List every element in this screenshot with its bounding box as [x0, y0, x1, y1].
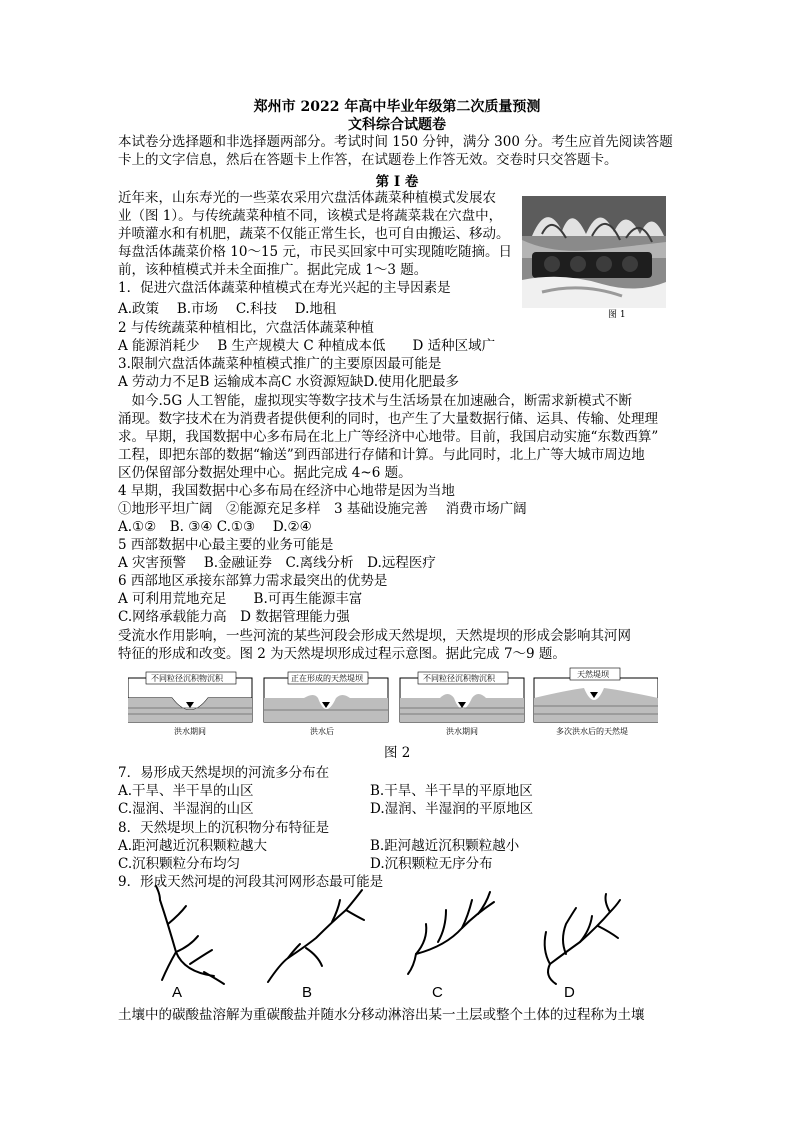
question-options: A 能源消耗少 B 生产规模大 C 种植成本低 D 适种区域广	[118, 338, 496, 354]
passage2-line: 区仍保留部分数据处理中心。据此完成 4~6 题。	[118, 465, 412, 481]
question-options: A.①② B. ③④ C.①③ D.②④	[118, 519, 312, 535]
exam-subtitle: 文科综合试题卷	[348, 117, 446, 133]
question-option: D.沉积颗粒无序分布	[370, 856, 493, 872]
river-network-a	[156, 886, 224, 984]
question-line: 2 与传统蔬菜种植相比，穴盘活体蔬菜种植	[118, 320, 374, 336]
question-option: C.沉积颗粒分布均匀	[118, 856, 241, 872]
river-network-c	[408, 892, 494, 974]
option-label-d: D	[564, 984, 575, 1001]
passage1-line: 业（图 1）。与传统蔬菜种植不同，该模式是将蔬菜栽在穴盘中，	[118, 208, 503, 224]
option-label-a: A	[172, 984, 183, 1001]
section-title: 第 I 卷	[375, 174, 419, 190]
question-line: 6 西部地区承接东部算力需求最突出的优势是	[118, 573, 388, 589]
fig2-caption: 图 2	[384, 745, 411, 761]
stage-bottom-label: 洪水期间	[446, 727, 478, 736]
question-line: 4 早期，我国数据中心多布局在经济中心地带是因为当地	[118, 483, 455, 499]
stage-top-label: 天然堤坝	[577, 670, 609, 679]
passage1-line: 并喷灌水和有机肥，蔬菜不仅能正常生长，也可自由搬运、移动。	[118, 226, 510, 242]
question-options: C.网络承载能力高 D 数据管理能力强	[118, 609, 350, 625]
question-option: B.干旱、半干旱的平原地区	[370, 783, 533, 799]
option-label-b: B	[302, 984, 313, 1001]
question-option: D.湿润、半湿润的平原地区	[370, 801, 534, 817]
question-line: 7．易形成天然堤坝的河流多分布在	[118, 765, 330, 781]
river-network-d	[545, 894, 620, 984]
vegetable-tray-photo	[522, 196, 666, 308]
question-line: 5 西部数据中心最主要的业务可能是	[118, 537, 334, 553]
river-network-b	[268, 890, 364, 982]
question-line: 1．促进穴盘活体蔬菜种植模式在寿光兴起的主导因素是	[118, 280, 451, 296]
passage4-line: 土壤中的碳酸盐溶解为重碳酸盐并随水分移动淋溶出某一土层或整个土体的过程称为土壤	[118, 1007, 645, 1023]
question-options: A 灾害预警 B.金融证券 C.离线分析 D.远程医疗	[118, 555, 436, 571]
passage3-line: 特征的形成和改变。图 2 为天然堤坝形成过程示意图。据此完成 7～9 题。	[118, 646, 566, 662]
levee-formation-diagram	[128, 664, 658, 744]
question-option: A.干旱、半干旱的山区	[118, 783, 254, 799]
question-line: 8．天然堤坝上的沉积物分布特征是	[118, 820, 330, 836]
fig1-caption: 图 1	[608, 310, 626, 320]
question-options: A 可利用荒地充足 B.可再生能源丰富	[118, 591, 363, 607]
stage-top-label: 正在形成的天然堤坝	[291, 674, 363, 683]
intro-line-1: 本试卷分选择题和非选择题两部分。考试时间 150 分钟，满分 300 分。考生应首先阅读答题	[118, 134, 673, 150]
stage-bottom-label: 洪水后	[310, 727, 334, 736]
question-line: 9．形成天然河堤的河段其河网形态最可能是	[118, 874, 384, 890]
stage-top-label: 不同粒径沉积物沉积	[151, 674, 223, 683]
passage1-line: 近年来，山东寿光的一些菜农采用穴盘活体蔬菜种植模式发展农	[118, 190, 496, 206]
passage3-line: 受流水作用影响，一些河流的某些河段会形成天然堤坝，天然堤坝的形成会影响其河网	[118, 628, 631, 644]
question-option: B.距河越近沉积颗粒越小	[370, 838, 520, 854]
question-line: 3.限制穴盘活体蔬菜种植模式推广的主要原因最可能是	[118, 356, 442, 372]
stage-bottom-label: 洪水期间	[174, 727, 206, 736]
passage2-line: 工程，即把东部的数据“输送”到西部进行存储和计算。与此同时，北上广等大城市周边地	[118, 447, 645, 463]
stage-bottom-label: 多次洪水后的天然堤	[556, 727, 628, 736]
river-network-options	[146, 880, 626, 1004]
stage-top-label: 不同粒径沉积物沉积	[423, 674, 495, 683]
passage2-line: 涌现。数字技术在为消费者提供便利的同时，也产生了大量数据行储、运具、传输、处理理	[118, 411, 658, 427]
option-label-c: C	[432, 984, 443, 1001]
question-option: A.距河越近沉积颗粒越大	[118, 838, 268, 854]
exam-title: 郑州市 2022 年高中毕业年级第二次质量预测	[253, 99, 541, 115]
question-options: A 劳动力不足B 运输成本高C 水资源短缺D.使用化肥最多	[118, 374, 460, 390]
question-option: C.湿润、半湿润的山区	[118, 801, 254, 817]
passage2-line: 求。早期，我国数据中心多布局在北上广等经济中心地带。目前，我国启动实施“东数西算”	[118, 429, 659, 445]
question-options: ①地形平坦广阔 ②能源充足多样 3 基础设施完善 消费市场广阔	[118, 501, 527, 517]
passage2-line: 如今.5G 人工智能，虚拟现实等数字技术与生活场景在加速融合，断需求新模式不断	[118, 393, 632, 409]
intro-line-2: 卡上的文字信息，然后在答题卡上作答，在试题卷上作答无效。交卷时只交答题卡。	[118, 152, 618, 168]
passage1-line: 前，该种植模式并未全面推广。据此完成 1～3 题。	[118, 262, 428, 278]
passage1-line: 每盘活体蔬菜价格 10～15 元，市民买回家中可实现随吃随摘。日	[118, 244, 512, 260]
question-options: A.政策 B.市场 C.科技 D.地租	[118, 301, 337, 317]
